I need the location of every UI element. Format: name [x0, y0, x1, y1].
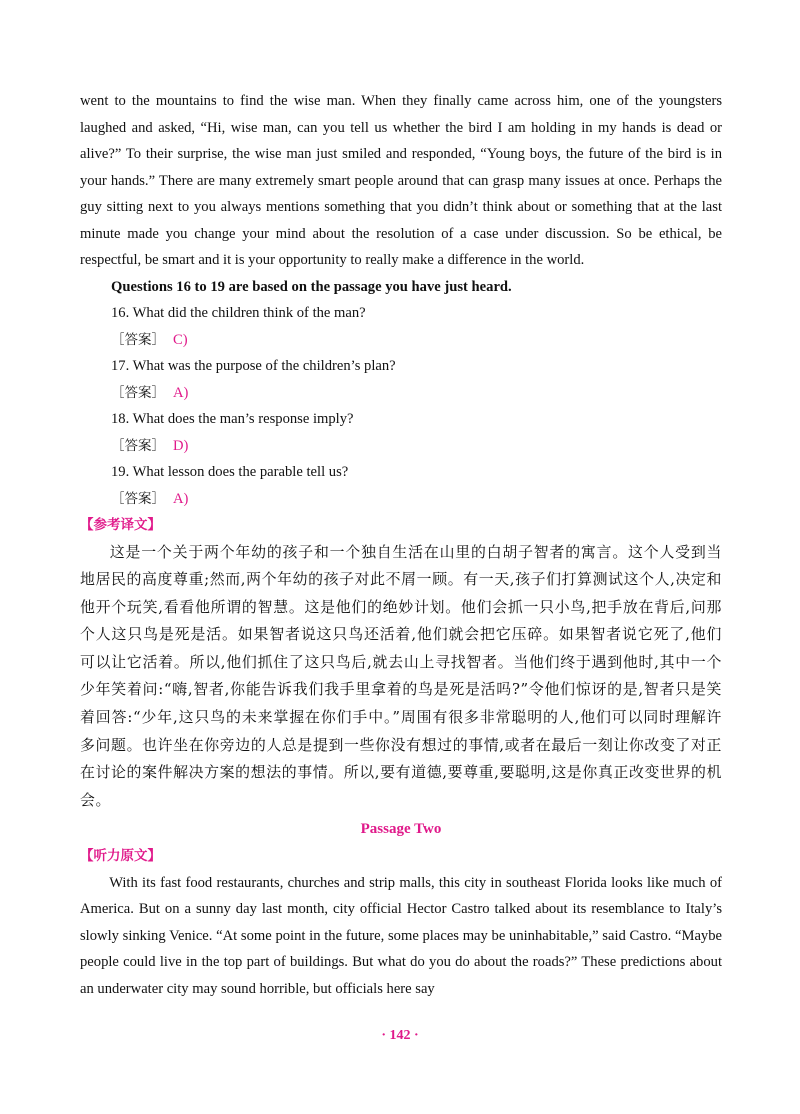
- answer-label: ［答案］: [111, 437, 165, 454]
- answer-label: ［答案］: [111, 331, 165, 348]
- answer-label: ［答案］: [111, 384, 165, 401]
- page-body: [80, 88, 722, 1002]
- translation-label: 【参考译文】: [80, 517, 161, 533]
- passage-two-title: Passage Two: [360, 821, 442, 838]
- answer-value: D): [173, 437, 189, 454]
- question-16: 16. What did the children think of the man?: [111, 305, 366, 321]
- answer-16: [80, 327, 722, 354]
- question-17: 17. What was the purpose of the children’s plan?: [111, 358, 396, 374]
- question-18: 18. What does the man’s response imply?: [111, 411, 354, 427]
- questions-heading: Questions 16 to 19 are based on the passage you have just heard.: [111, 278, 512, 295]
- page-number: · 142 ·: [381, 1028, 419, 1043]
- question-19: 19. What lesson does the parable tell us?: [111, 464, 349, 480]
- answer-value: A): [173, 384, 189, 401]
- answer-17: [80, 380, 722, 407]
- answer-value: C): [173, 331, 188, 348]
- translation-text: 这是一个关于两个年幼的孩子和一个独自生活在山里的白胡子智者的寓言。这个人受到当地居民的高度尊重;然而,两个年幼的孩子对此不屑一顾。有一天,孩子们打算测试这个人,决定和他开个玩笑,看看他所谓的智慧。这是他们的绝妙计划。他们会抓一只小鸟,把手放在背后,问那个人这只鸟是死是活。如果智者说这只鸟还活着,他们就会把它压碎。如果智者说它死了,他们可以让它活着。所以,他们抓住了这只鸟后,就去山上寻找智者。当他们终于遇到他时,其中一个少年笑着问:“嗨,智者,你能告诉我们我手里拿着的鸟是死是活吗?”令他们惊讶的是,智者只是笑着回答:“少年,这只鸟的未来掌握在你们手中。”周围有很多非常聪明的人,他们可以同时理解许多问题。也许坐在你旁边的人总是提到一些你没有想过的事情,或者在最后一刻让你改变了对正在讨论的案件解决方案的想法的事情。所以,要有道德,要尊重,要聪明,这是你真正改变世界的机会。: [80, 542, 722, 809]
- answer-18: [80, 433, 722, 460]
- answer-label: ［答案］: [111, 490, 165, 507]
- answer-19: [80, 486, 722, 513]
- listening-label: 【听力原文】: [80, 848, 161, 865]
- passage-two-text: With its fast food restaurants, churches and strip malls, this city in southeast Florida looks like much of America. But on a sunny day last month, city official Hector Castro talked about its resemblance to Italy’s slowly sinking Venice. “At some point in the future, some places may be uninhabitable,” said Castro. “Maybe people could live in the top part of buildings. But what do you do about the roads?” These predictions about an underwater city may sound horrible, but officials here say: [80, 874, 722, 997]
- passage-one-text: went to the mountains to find the wise man. When they finally came across him, one of the youngsters laughed and asked, “Hi, wise man, can you tell us whether the bird I am holding in my hands is dead or alive?” To their surprise, the wise man just smiled and responded, “Young boys, the future of the bird is in your hands.” There are many extremely smart people around that can grasp many issues at once. Perhaps the guy sitting next to you always mentions something that you didn’t think about or something that at the last minute made you change your mind about the resolution of a case under discussion. So be ethical, be respectful, be smart and it is your opportunity to really make a difference in the world.: [80, 93, 722, 268]
- answer-value: A): [173, 490, 189, 507]
